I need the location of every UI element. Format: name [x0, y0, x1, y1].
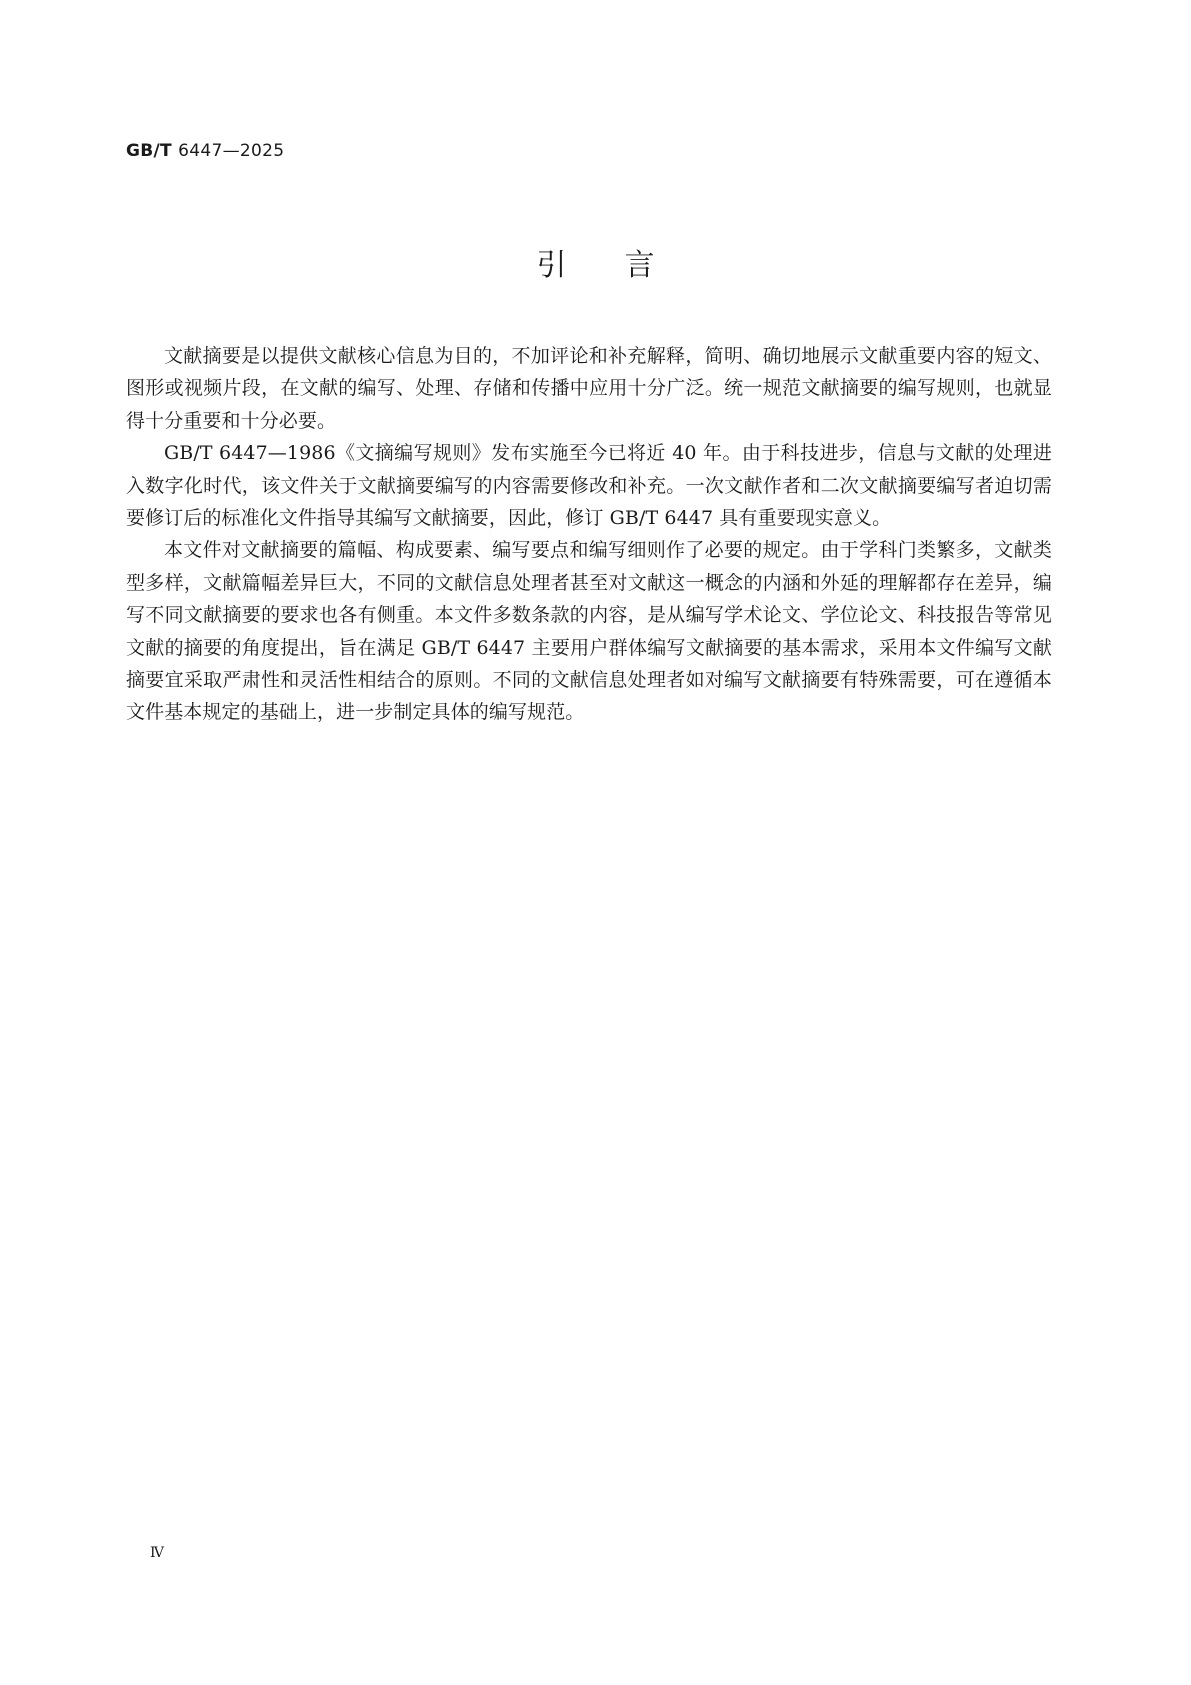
standard-prefix: GB/T [126, 141, 172, 161]
page-number: Ⅳ [150, 1545, 164, 1561]
document-code [126, 141, 284, 161]
introduction-body [126, 340, 1052, 729]
paragraph-3: 本文件对文献摘要的篇幅、构成要素、编写要点和编写细则作了必要的规定。由于学科门类繁多，文献类型多样，文献篇幅差异巨大，不同的文献信息处理者甚至对文献这一概念的内涵和外延的理解都存在差异，编写不同文献摘要的要求也各有侧重。本文件多数条款的内容，是从编写学术论文、学位论文、科技报告等常见文献的摘要的角度提出，旨在满足 GB/T 6447 主要用户群体编写文献摘要的基本需求，采用本文件编写文献摘要宜采取严肃性和灵活性相结合的原则。不同的文献信息处理者如对编写文献摘要有特殊需要，可在遵循本文件基本规定的基础上，进一步制定具体的编写规范。 [126, 539, 1052, 724]
paragraph-2: GB/T 6447—1986《文摘编写规则》发布实施至今已将近 40 年。由于科技进步，信息与文献的处理进入数字化时代，该文件关于文献摘要编写的内容需要修改和补充。一次文献作者和二次文献摘要编写者迫切需要修订后的标准化文件指导其编写文献摘要，因此，修订 GB/T 6447 具有重要现实意义。 [126, 442, 1052, 530]
paragraph-1: 文献摘要是以提供文献核心信息为目的，不加评论和补充解释，简明、确切地展示文献重要内容的短文、图形或视频片段，在文献的编写、处理、存储和传播中应用十分广泛。统一规范文献摘要的编写规则，也就显得十分重要和十分必要。 [126, 345, 1052, 432]
page-title: 引言 [536, 248, 713, 283]
standard-number: 6447—2025 [178, 141, 285, 161]
